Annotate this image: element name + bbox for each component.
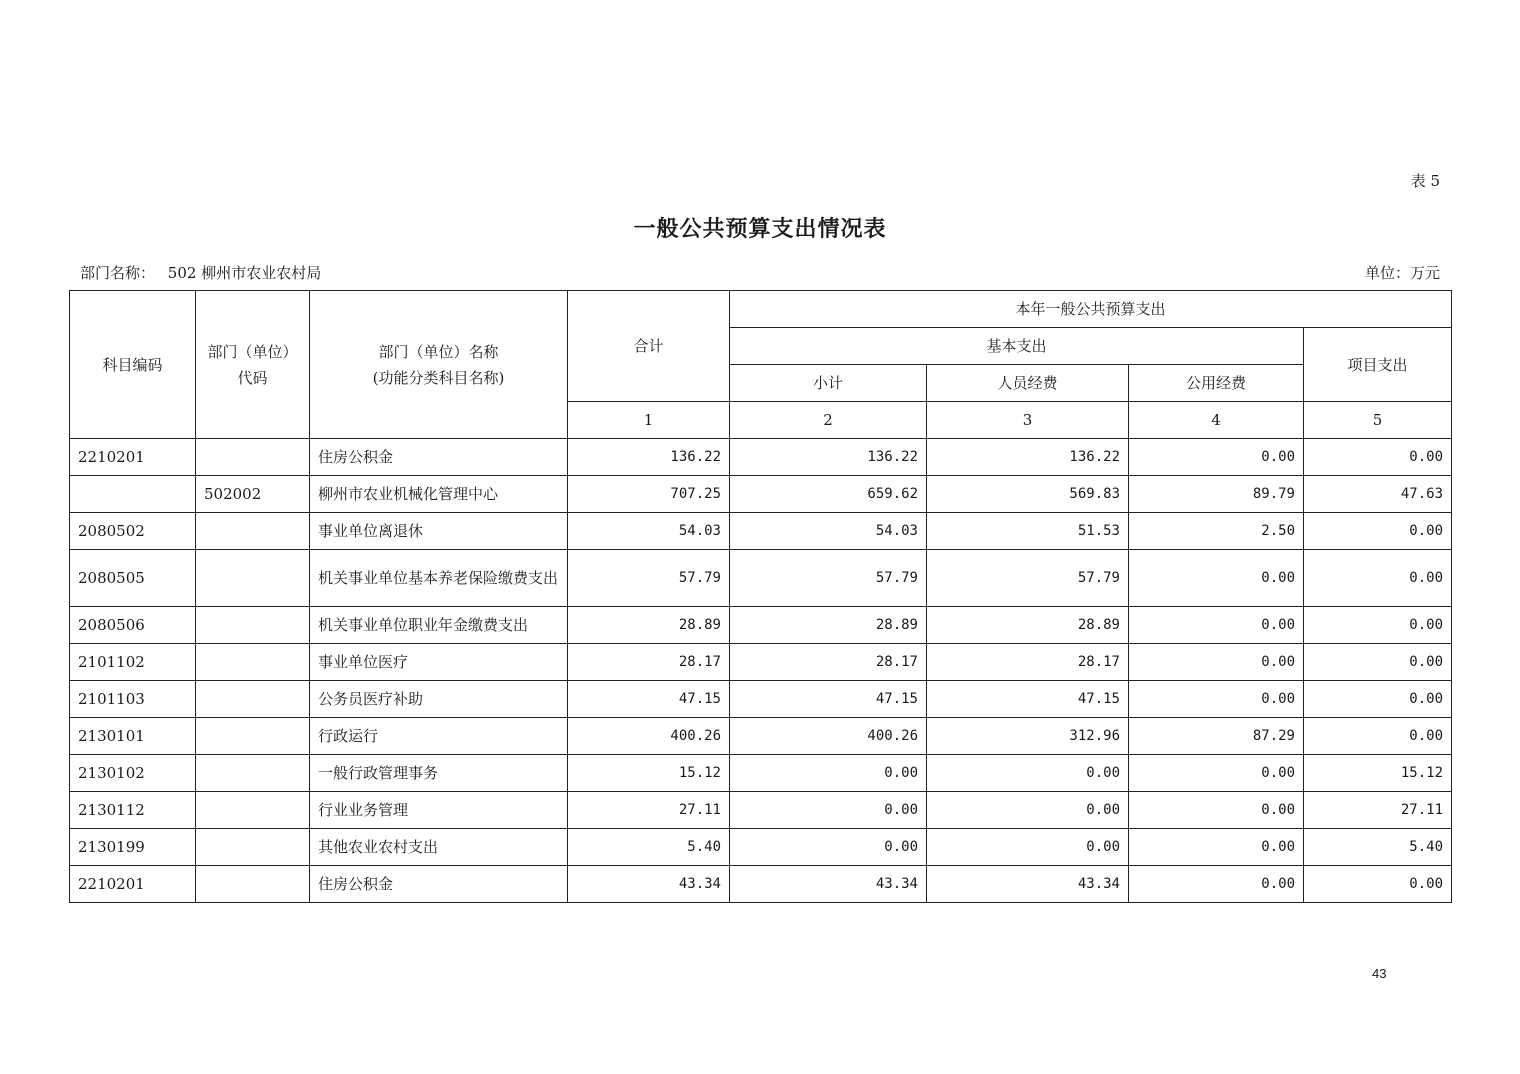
cell-project: 0.00: [1304, 550, 1452, 607]
header-total: 合计: [568, 291, 730, 402]
cell-personnel: 0.00: [927, 829, 1129, 866]
cell-code: 2130112: [70, 792, 196, 829]
header-index-5: 5: [1304, 402, 1452, 439]
cell-total: 43.34: [568, 866, 730, 903]
cell-project: 0.00: [1304, 439, 1452, 476]
cell-total: 15.12: [568, 755, 730, 792]
cell-code: 2101102: [70, 644, 196, 681]
cell-total: 27.11: [568, 792, 730, 829]
cell-name: 住房公积金: [310, 439, 568, 476]
header-unit-name-line1: 部门（单位）名称: [378, 342, 499, 361]
cell-public: 0.00: [1129, 681, 1304, 718]
table-row: [70, 755, 1452, 792]
cell-code: [70, 476, 196, 513]
cell-code: 2130101: [70, 718, 196, 755]
cell-code: 2130102: [70, 755, 196, 792]
document-title: 一般公共预算支出情况表: [633, 216, 887, 242]
cell-unit-code: 502002: [196, 476, 310, 513]
cell-public: 2.50: [1129, 513, 1304, 550]
cell-project: 0.00: [1304, 681, 1452, 718]
cell-name: 行政运行: [310, 718, 568, 755]
cell-public: 0.00: [1129, 644, 1304, 681]
header-index-3: 3: [927, 402, 1129, 439]
cell-name: 柳州市农业机械化管理中心: [310, 476, 568, 513]
cell-code: 2080502: [70, 513, 196, 550]
cell-public: 0.00: [1129, 550, 1304, 607]
cell-unit-code: [196, 513, 310, 550]
cell-subtotal: 28.17: [730, 644, 927, 681]
header-unit-code: 部门（单位）代码: [196, 291, 310, 439]
table-header: [70, 291, 1452, 439]
cell-subtotal: 136.22: [730, 439, 927, 476]
table-row: [70, 476, 1452, 513]
cell-name: 行业业务管理: [310, 792, 568, 829]
cell-public: 0.00: [1129, 866, 1304, 903]
cell-name: 公务员医疗补助: [310, 681, 568, 718]
cell-project: 5.40: [1304, 829, 1452, 866]
cell-name: 机关事业单位基本养老保险缴费支出: [310, 550, 568, 607]
header-index-4: 4: [1129, 402, 1304, 439]
cell-total: 136.22: [568, 439, 730, 476]
table-row: [70, 513, 1452, 550]
cell-personnel: 0.00: [927, 792, 1129, 829]
cell-code: 2080505: [70, 550, 196, 607]
department-value: 502 柳州市农业农村局: [167, 264, 322, 282]
cell-project: 47.63: [1304, 476, 1452, 513]
header-index-2: 2: [730, 402, 927, 439]
table-row: [70, 644, 1452, 681]
table-body: [70, 439, 1452, 903]
cell-unit-code: [196, 829, 310, 866]
cell-personnel: 43.34: [927, 866, 1129, 903]
cell-name: 事业单位医疗: [310, 644, 568, 681]
cell-unit-code: [196, 607, 310, 644]
cell-subtotal: 659.62: [730, 476, 927, 513]
header-unit-name: [310, 291, 568, 439]
cell-name: 一般行政管理事务: [310, 755, 568, 792]
cell-unit-code: [196, 792, 310, 829]
cell-subtotal: 0.00: [730, 829, 927, 866]
cell-unit-code: [196, 681, 310, 718]
header-basic: 基本支出: [730, 328, 1304, 365]
header-project: 项目支出: [1304, 328, 1452, 402]
cell-project: 0.00: [1304, 644, 1452, 681]
table-row: [70, 550, 1452, 607]
cell-personnel: 0.00: [927, 755, 1129, 792]
table-row: [70, 866, 1452, 903]
cell-subtotal: 54.03: [730, 513, 927, 550]
table-row: [70, 829, 1452, 866]
page-number: 43: [1372, 966, 1387, 981]
cell-personnel: 28.89: [927, 607, 1129, 644]
cell-unit-code: [196, 866, 310, 903]
cell-personnel: 57.79: [927, 550, 1129, 607]
cell-code: 2080506: [70, 607, 196, 644]
cell-subtotal: 28.89: [730, 607, 927, 644]
cell-public: 0.00: [1129, 755, 1304, 792]
cell-public: 0.00: [1129, 607, 1304, 644]
cell-unit-code: [196, 644, 310, 681]
cell-total: 57.79: [568, 550, 730, 607]
table-number: 表 5: [1410, 172, 1440, 190]
cell-name: 住房公积金: [310, 866, 568, 903]
cell-project: 0.00: [1304, 866, 1452, 903]
cell-project: 0.00: [1304, 513, 1452, 550]
cell-code: 2130199: [70, 829, 196, 866]
cell-total: 707.25: [568, 476, 730, 513]
cell-name: 机关事业单位职业年金缴费支出: [310, 607, 568, 644]
cell-total: 400.26: [568, 718, 730, 755]
cell-personnel: 312.96: [927, 718, 1129, 755]
header-code: 科目编码: [70, 291, 196, 439]
table-row: [70, 607, 1452, 644]
department-line: [80, 262, 321, 283]
cell-project: 27.11: [1304, 792, 1452, 829]
department-label: 部门名称：: [80, 264, 156, 282]
cell-project: 0.00: [1304, 718, 1452, 755]
header-index-1: 1: [568, 402, 730, 439]
cell-unit-code: [196, 439, 310, 476]
header-unit-name-line2: (功能分类科目名称): [372, 368, 505, 387]
cell-subtotal: 0.00: [730, 755, 927, 792]
cell-public: 89.79: [1129, 476, 1304, 513]
cell-total: 54.03: [568, 513, 730, 550]
cell-public: 0.00: [1129, 439, 1304, 476]
unit-label: 单位：万元: [1364, 264, 1440, 282]
cell-code: 2210201: [70, 866, 196, 903]
header-personnel: 人员经费: [927, 365, 1129, 402]
budget-table: [69, 290, 1452, 903]
cell-public: 0.00: [1129, 792, 1304, 829]
cell-unit-code: [196, 755, 310, 792]
header-subtotal: 小计: [730, 365, 927, 402]
table-row: [70, 718, 1452, 755]
cell-total: 28.89: [568, 607, 730, 644]
cell-subtotal: 400.26: [730, 718, 927, 755]
table-row: [70, 792, 1452, 829]
cell-total: 28.17: [568, 644, 730, 681]
cell-code: 2210201: [70, 439, 196, 476]
cell-personnel: 569.83: [927, 476, 1129, 513]
cell-public: 0.00: [1129, 829, 1304, 866]
cell-personnel: 51.53: [927, 513, 1129, 550]
cell-public: 87.29: [1129, 718, 1304, 755]
cell-project: 15.12: [1304, 755, 1452, 792]
cell-unit-code: [196, 550, 310, 607]
table-row: [70, 439, 1452, 476]
table-row: [70, 681, 1452, 718]
cell-total: 5.40: [568, 829, 730, 866]
cell-subtotal: 47.15: [730, 681, 927, 718]
cell-name: 事业单位离退休: [310, 513, 568, 550]
cell-name: 其他农业农村支出: [310, 829, 568, 866]
cell-personnel: 47.15: [927, 681, 1129, 718]
cell-personnel: 28.17: [927, 644, 1129, 681]
cell-code: 2101103: [70, 681, 196, 718]
cell-personnel: 136.22: [927, 439, 1129, 476]
cell-subtotal: 0.00: [730, 792, 927, 829]
header-group: 本年一般公共预算支出: [730, 291, 1452, 328]
cell-total: 47.15: [568, 681, 730, 718]
cell-subtotal: 43.34: [730, 866, 927, 903]
header-public: 公用经费: [1129, 365, 1304, 402]
cell-project: 0.00: [1304, 607, 1452, 644]
cell-unit-code: [196, 718, 310, 755]
cell-subtotal: 57.79: [730, 550, 927, 607]
